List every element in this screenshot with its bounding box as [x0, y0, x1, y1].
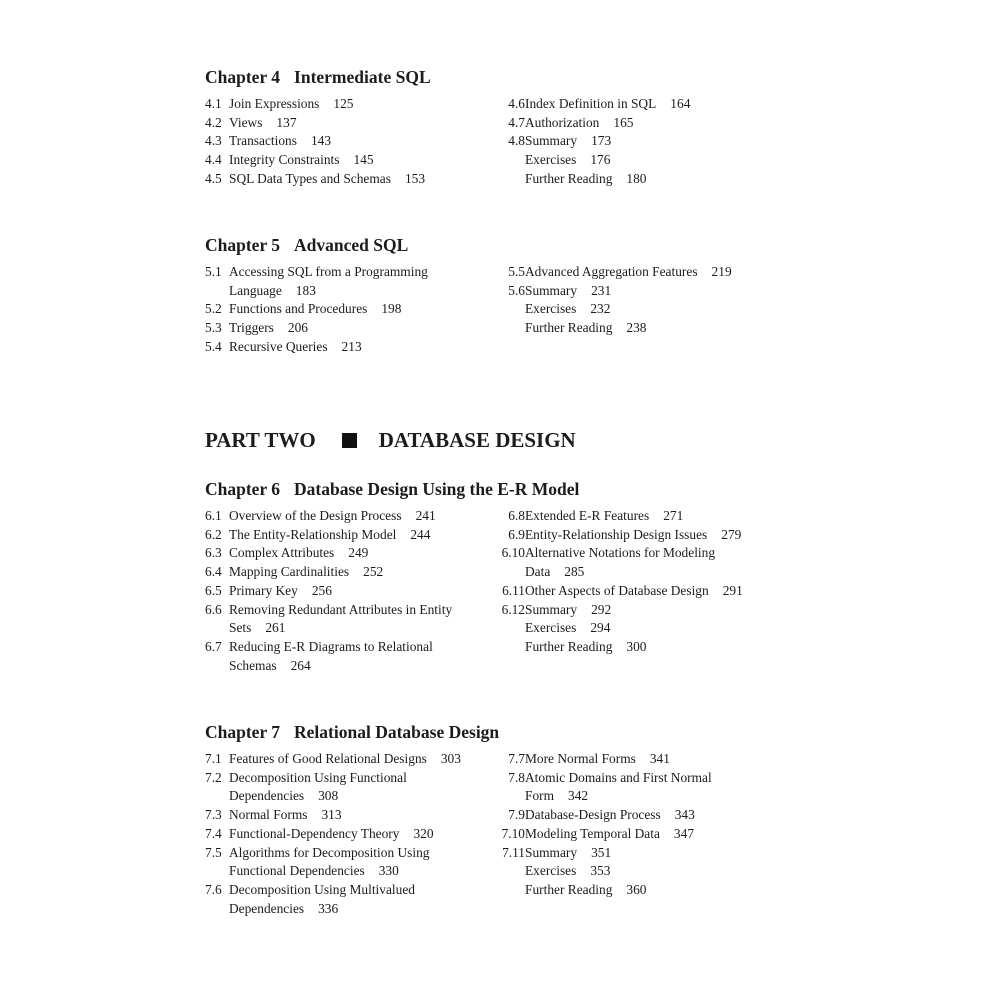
section-title: [525, 601, 765, 620]
section-text: More Normal Forms: [525, 751, 636, 766]
toc-entry[interactable]: [495, 638, 765, 657]
section-text: Reducing E-R Diagrams to Relational Schemas: [229, 638, 433, 673]
toc-entry[interactable]: [205, 582, 475, 601]
section-number: 6.4: [205, 564, 222, 580]
section-number: 7.9: [508, 807, 525, 823]
page-number: 353: [590, 863, 611, 879]
page-number: 264: [290, 657, 311, 673]
section-title: [229, 750, 475, 769]
section-number: 4.3: [205, 133, 222, 149]
section-number: 6.12: [501, 601, 525, 617]
toc-entry[interactable]: [205, 132, 475, 151]
section-number: 6.2: [205, 526, 222, 542]
section-text: Views: [229, 114, 263, 130]
section-text: Extended E-R Features: [525, 508, 650, 523]
section-text: Integrity Constraints: [229, 152, 340, 168]
toc-entry[interactable]: [205, 563, 475, 582]
page-number: 244: [410, 526, 431, 542]
part-heading: [205, 430, 576, 451]
toc-entry[interactable]: [495, 844, 765, 863]
section-text: Mapping Cardinalities: [229, 564, 350, 580]
section-title: [525, 132, 765, 151]
section-title: [229, 638, 475, 675]
section-text: Exercises: [525, 863, 577, 879]
chapter-6-right-list: [495, 507, 765, 657]
toc-entry[interactable]: [205, 825, 475, 844]
page-number: 180: [626, 170, 647, 186]
section-text: Other Aspects of Database Design: [525, 582, 709, 598]
section-text: Further Reading: [525, 881, 613, 897]
section-title: [229, 151, 475, 170]
section-number: 4.5: [205, 170, 222, 186]
page-number: 291: [722, 582, 743, 598]
section-text: Authorization: [525, 114, 600, 130]
chapter-7-left-list: [205, 750, 475, 918]
section-text: Modeling Temporal Data: [525, 825, 660, 841]
toc-entry[interactable]: [205, 526, 475, 545]
toc-entry[interactable]: [205, 881, 475, 918]
section-number: 7.6: [205, 881, 222, 897]
section-title: [229, 114, 475, 133]
section-text: Advanced Aggregation Features: [525, 264, 698, 279]
section-text: SQL Data Types and Schemas: [229, 170, 391, 186]
section-text: Exercises: [525, 301, 577, 317]
section-title: [229, 544, 475, 563]
section-title: [525, 582, 765, 601]
section-title: [229, 300, 475, 319]
page-number: 343: [674, 807, 695, 823]
page-number: 198: [381, 301, 402, 317]
section-title: [525, 619, 765, 638]
toc-entry[interactable]: [205, 338, 475, 357]
section-number: 4.8: [508, 133, 525, 149]
section-title: [525, 526, 765, 545]
page-number: 320: [413, 825, 434, 841]
page-number: 143: [310, 133, 332, 149]
toc-entry[interactable]: [205, 638, 475, 675]
toc-entry[interactable]: [205, 750, 475, 769]
section-title: [229, 338, 475, 357]
section-text: Summary: [525, 133, 578, 149]
section-title: [525, 638, 765, 657]
section-number: 6.6: [205, 601, 222, 617]
page-number: 279: [721, 526, 742, 542]
section-text: Transactions: [229, 133, 297, 149]
section-number: 7.2: [205, 769, 222, 785]
section-title: [525, 300, 765, 319]
section-text: Functions and Procedures: [229, 301, 368, 317]
toc-entry[interactable]: [495, 282, 765, 301]
section-number: 5.6: [508, 282, 525, 298]
page-number: 238: [626, 320, 647, 336]
section-number: 7.1: [205, 751, 222, 766]
section-number: 5.5: [508, 264, 525, 279]
section-title: [229, 263, 475, 300]
section-text: Overview of the Design Process: [229, 508, 402, 523]
toc-entry[interactable]: [495, 95, 765, 114]
part-title: DATABASE DESIGN: [378, 428, 576, 452]
section-title: [229, 507, 475, 526]
section-number: 4.4: [205, 152, 222, 168]
section-title: [525, 806, 765, 825]
page-number: 206: [287, 320, 308, 336]
part-label: PART TWO: [205, 428, 316, 452]
page-number: 249: [348, 545, 369, 561]
toc-entry[interactable]: [495, 300, 765, 319]
section-title: [229, 170, 475, 189]
section-text: Accessing SQL from a Programming Language: [229, 264, 428, 298]
section-number: 7.11: [502, 844, 525, 860]
section-text: Removing Redundant Attributes in Entity Sets: [229, 601, 453, 636]
section-title: [525, 825, 765, 844]
section-text: Functional-Dependency Theory: [229, 825, 400, 841]
toc-entry[interactable]: [495, 319, 765, 338]
chapter-6-heading: [205, 481, 579, 499]
section-number: 6.1: [205, 508, 222, 523]
section-title: [229, 806, 475, 825]
section-number: 6.7: [205, 638, 222, 654]
toc-entry[interactable]: [205, 300, 475, 319]
section-number: 6.10: [501, 545, 525, 561]
section-text: Alternative Notations for Modeling Data: [525, 545, 716, 580]
page-number: 300: [626, 638, 647, 654]
page-number: 231: [591, 282, 612, 298]
section-text: Summary: [525, 282, 578, 298]
section-title: [525, 282, 765, 301]
section-text: Recursive Queries: [229, 338, 328, 354]
toc-entry[interactable]: [495, 862, 765, 881]
section-number: 4.2: [205, 114, 222, 130]
page-number: 165: [613, 114, 634, 130]
page-number: 347: [673, 825, 695, 841]
chapter-4-right-list: [495, 95, 765, 189]
page-number: 183: [295, 282, 316, 298]
chapter-5-left-list: [205, 263, 475, 357]
toc-entry[interactable]: [495, 151, 765, 170]
section-text: Index Definition in SQL: [525, 96, 657, 111]
page-number: 145: [353, 152, 374, 168]
section-title: [525, 750, 765, 769]
section-title: [229, 95, 475, 114]
toc-entry[interactable]: [495, 526, 765, 545]
page-number: 164: [670, 96, 691, 111]
section-title: [229, 319, 475, 338]
section-title: [525, 769, 765, 806]
page-number: 313: [321, 807, 342, 823]
page-number: 294: [590, 620, 611, 636]
page-number: 176: [590, 152, 611, 168]
toc-entry[interactable]: [495, 544, 765, 581]
section-title: [525, 151, 765, 170]
section-number: 7.8: [508, 769, 525, 785]
page-number: 308: [318, 788, 339, 804]
toc-entry[interactable]: [205, 507, 475, 526]
section-number: 4.6: [508, 96, 525, 111]
section-number: 6.11: [502, 582, 525, 598]
square-icon: [342, 433, 357, 448]
page-number: 285: [564, 564, 585, 580]
chapter-title: Relational Database Design: [294, 722, 500, 742]
section-number: 7.3: [205, 807, 222, 823]
section-text: Decomposition Using Multivalued Dependencies: [229, 881, 415, 916]
section-title: [525, 507, 765, 526]
chapter-label: Chapter 4: [205, 67, 281, 87]
chapter-5-heading: [205, 237, 408, 255]
chapter-4-heading: [205, 69, 431, 87]
section-text: Summary: [525, 601, 578, 617]
toc-entry[interactable]: [495, 114, 765, 133]
page-number: 153: [404, 170, 426, 186]
toc-entry[interactable]: [205, 170, 475, 189]
section-title: [525, 95, 765, 114]
section-text: Exercises: [525, 152, 577, 168]
section-title: [229, 563, 475, 582]
page-number: 219: [711, 264, 732, 279]
section-text: Summary: [525, 844, 578, 860]
section-number: 6.9: [508, 526, 525, 542]
toc-entry[interactable]: [495, 170, 765, 189]
page-number: 336: [318, 900, 339, 916]
page-number: 137: [276, 114, 297, 130]
toc-entry[interactable]: [205, 544, 475, 563]
section-number: 6.8: [508, 508, 525, 523]
section-text: Further Reading: [525, 320, 613, 336]
section-text: Complex Attributes: [229, 545, 335, 561]
section-title: [229, 526, 475, 545]
section-title: [229, 601, 475, 638]
page-number: 241: [415, 508, 436, 523]
section-title: [229, 844, 475, 881]
toc-entry[interactable]: [495, 601, 765, 620]
toc-entry[interactable]: [205, 95, 475, 114]
page-number: 125: [333, 96, 354, 111]
chapter-6-left-list: [205, 507, 475, 675]
section-number: 5.1: [205, 264, 222, 279]
toc-entry[interactable]: [495, 132, 765, 151]
section-number: 4.1: [205, 96, 222, 111]
chapter-5-right-list: [495, 263, 765, 338]
section-text: Primary Key: [229, 582, 298, 598]
page-number: 232: [590, 301, 611, 317]
toc-entry[interactable]: [495, 507, 765, 526]
page-number: 173: [591, 133, 612, 149]
toc-entry[interactable]: [495, 619, 765, 638]
section-text: Algorithms for Decomposition Using Functional Dependencies: [229, 844, 430, 879]
page-number: 213: [341, 338, 362, 354]
page-number: 292: [591, 601, 612, 617]
page-number: 330: [378, 863, 399, 879]
page-number: 342: [568, 788, 589, 804]
toc-entry[interactable]: [205, 806, 475, 825]
toc-entry[interactable]: [205, 769, 475, 806]
section-text: Normal Forms: [229, 807, 308, 823]
chapter-4-left-list: [205, 95, 475, 189]
section-text: Entity-Relationship Design Issues: [525, 526, 708, 542]
section-title: [229, 769, 475, 806]
chapter-title: Database Design Using the E-R Model: [294, 479, 580, 499]
section-text: Atomic Domains and First Normal Form: [525, 769, 712, 804]
section-number: 6.5: [205, 582, 222, 598]
section-number: 5.3: [205, 320, 222, 336]
toc-entry[interactable]: [205, 151, 475, 170]
toc-entry[interactable]: [495, 881, 765, 900]
page-number: 261: [265, 620, 286, 636]
section-title: [229, 825, 475, 844]
toc-entry[interactable]: [495, 582, 765, 601]
section-number: 5.4: [205, 338, 222, 354]
chapter-7-heading: [205, 724, 499, 742]
section-title: [229, 582, 475, 601]
section-number: 6.3: [205, 545, 222, 561]
section-title: [525, 881, 765, 900]
section-title: [525, 263, 765, 282]
section-title: [229, 132, 475, 151]
toc-entry[interactable]: [495, 263, 765, 282]
toc-entry[interactable]: [495, 750, 765, 769]
page-number: 341: [649, 751, 670, 766]
page-number: 303: [440, 751, 461, 766]
page-number: 271: [663, 508, 684, 523]
page-number: 256: [311, 582, 332, 598]
section-text: Exercises: [525, 620, 577, 636]
section-number: 7.10: [501, 825, 525, 841]
section-number: 4.7: [508, 114, 525, 130]
chapter-label: Chapter 5: [205, 235, 281, 255]
toc-entry[interactable]: [205, 601, 475, 638]
toc-entry[interactable]: [495, 825, 765, 844]
section-text: Database-Design Process: [525, 807, 661, 823]
toc-entry[interactable]: [205, 319, 475, 338]
section-title: [525, 319, 765, 338]
toc-entry[interactable]: [205, 263, 475, 300]
toc-entry[interactable]: [495, 806, 765, 825]
section-text: The Entity-Relationship Model: [229, 526, 397, 542]
section-number: 7.5: [205, 844, 222, 860]
section-title: [525, 170, 765, 189]
toc-entry[interactable]: [495, 769, 765, 806]
section-text: Triggers: [229, 320, 274, 336]
section-text: Further Reading: [525, 170, 613, 186]
chapter-title: Intermediate SQL: [294, 67, 431, 87]
section-number: 7.4: [205, 825, 222, 841]
section-title: [525, 544, 765, 581]
section-text: Decomposition Using Functional Dependencies: [229, 769, 407, 804]
toc-entry[interactable]: [205, 844, 475, 881]
page-number: 252: [363, 564, 384, 580]
section-text: Further Reading: [525, 638, 613, 654]
chapter-7-right-list: [495, 750, 765, 900]
chapter-label: Chapter 6: [205, 479, 281, 499]
section-number: 5.2: [205, 301, 222, 317]
toc-entry[interactable]: [205, 114, 475, 133]
page-number: 351: [591, 844, 612, 860]
section-title: [525, 114, 765, 133]
chapter-title: Advanced SQL: [294, 235, 409, 255]
section-title: [525, 844, 765, 863]
chapter-label: Chapter 7: [205, 722, 281, 742]
section-text: Join Expressions: [229, 96, 320, 111]
page-number: 360: [626, 881, 647, 897]
section-title: [229, 881, 475, 918]
section-title: [525, 862, 765, 881]
section-number: 7.7: [508, 751, 525, 766]
section-text: Features of Good Relational Designs: [229, 751, 427, 766]
